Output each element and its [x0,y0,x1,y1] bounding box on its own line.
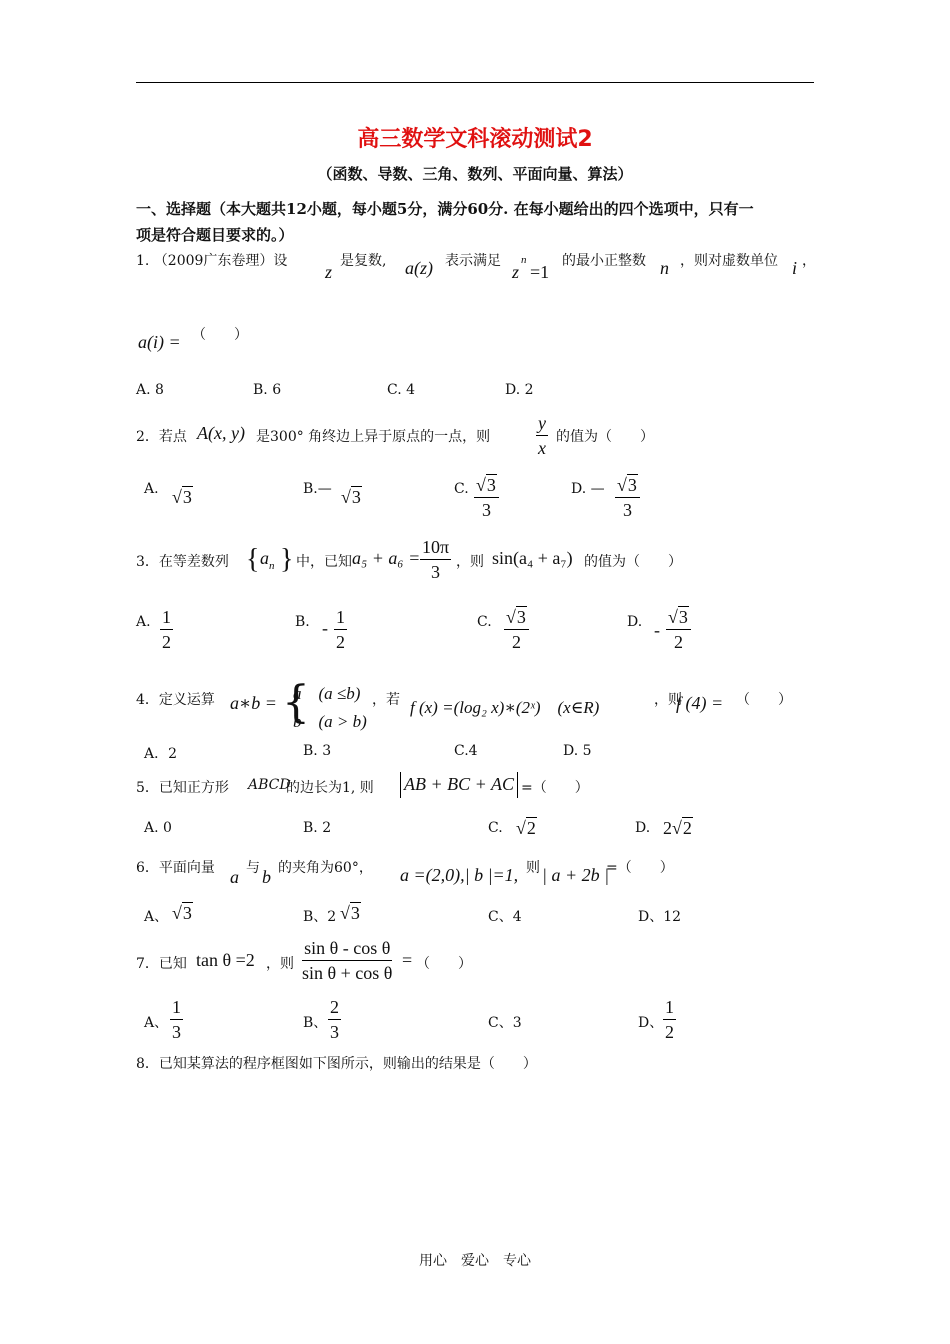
q1-option-d: D. 2 [505,382,534,398]
q2-frac-num: y [536,413,548,436]
q3-text-4: 的值为（ ） [584,554,682,570]
q5-d-sqrt: √2 [672,818,692,838]
q6-a-radicand: 3 [182,903,192,923]
q2-c-den: 3 [481,500,491,520]
q6-option-d: D、12 [638,909,682,925]
q6-expr2: | a + 2b | [542,865,610,885]
q6-option-a: A、 [144,909,169,925]
question-8: 8．已知某算法的程序框图如下图所示，则输出的结果是（ ） [136,1056,537,1072]
q1-text-2: 是复数, [340,253,387,269]
q5-option-d: D. [635,820,651,836]
q6-a-sqrt: √3 [172,903,192,923]
q4-answer-paren: （ ） [736,692,792,708]
q2-c-num: √3 [474,475,499,498]
q3-option-d-fraction [666,607,691,652]
q5-abcd: ABCD [248,777,291,793]
q3-b-den: 2 [336,632,345,652]
q5-c-sqrt: √2 [516,818,536,838]
q3-option-c-fraction [504,607,529,652]
q7-d-den: 2 [665,1022,674,1042]
q6-vec-a: a [230,867,239,887]
q2-text-2: 是300° 角终边上异于原点的一点，则 [256,429,491,445]
q3-b-num: 1 [334,607,347,630]
q3-fraction [420,537,451,582]
page-subtitle: （函数、导数、三角、数列、平面向量、算法） [317,165,633,183]
q5-abs-bar-left [400,772,401,798]
q4-case-2: b (a > b) [293,712,367,731]
q5-option-a: A. 0 [144,820,172,836]
q3-text-3: ，则 [456,554,484,570]
q4-text-3: ，则 [654,692,682,708]
q4-cases-brace: { [282,677,310,728]
q1-eq1: =1 [530,262,550,282]
q7-option-c: C、3 [488,1015,522,1031]
q2-option-a-sqrt: √3 [172,487,192,507]
q3-a-den: 2 [162,632,171,652]
q6-b-radicand: 3 [350,903,360,923]
page-footer: 用心 爱心 专心 [419,1253,531,1269]
q4-text-2: ，若 [372,692,400,708]
q1-i: i [792,258,798,278]
q1-az: a(z) [405,258,433,278]
q2-d-den: 3 [622,500,632,520]
q6-option-c: C、4 [488,909,522,925]
q7-option-a: A、 [144,1015,169,1031]
q7-text-1: 7．已知 [136,956,187,972]
q3-d-radicand: 3 [678,607,688,627]
q5-text-2: 的边长为1, 则 [286,780,374,796]
q5-option-c: C. [488,820,503,836]
q3-an-base: a [260,548,269,568]
q3-d-minus: - [654,620,660,640]
q5-abs-bar-right [517,772,518,798]
q4-text-1: 4．定义运算 [136,692,215,708]
q7-d-num: 1 [663,997,676,1020]
q3-text-1: 3．在等差数列 [136,554,229,570]
q3-expr2: sin(a₄ + a₇) [492,548,573,568]
q2-option-c-fraction [474,475,499,520]
q5-c-radicand: 2 [526,818,536,838]
q7-text-3: （ ） [416,956,472,972]
q2-option-b: B.— [303,481,332,497]
q4-f4: f (4) = [676,693,724,713]
q6-text-3: 的夹角为60°， [278,860,373,876]
q5-text-1: 5．已知正方形 [136,780,229,796]
q3-option-c: C. [477,614,492,630]
q7-text-2: ，则 [266,956,294,972]
q7-a-den: 3 [172,1022,181,1042]
q1-text-6: ， [802,253,816,269]
q7-b-num: 2 [328,997,341,1020]
q6-option-b: B、2 [303,909,337,925]
q1-text-1: 1. （2009广东卷理）设 [136,253,288,269]
q3-a-num: 1 [160,607,173,630]
q1-option-b: B. 6 [253,382,282,398]
q7-option-b: B、 [303,1015,328,1031]
q6-text-5: =（ ） [606,860,674,876]
q2-point: A(x, y) [197,423,245,443]
q3-option-a: A. [136,614,151,630]
q2-fraction [536,413,548,458]
q3-brace-left: { [246,544,260,575]
q1-ai: a(i) = [138,332,181,352]
q1-zn: z [512,262,520,282]
q2-b-radicand: 3 [351,487,361,507]
q4-option-c: C.4 [454,743,478,759]
q3-an [260,548,275,572]
q3-frac-num: 10π [420,537,451,560]
q4-option-d: D. 5 [563,743,592,759]
q2-a-radicand: 3 [182,487,192,507]
q3-option-a-fraction [160,607,173,652]
q3-d-num: √3 [666,607,691,630]
q4-option-b: B. 3 [303,743,332,759]
q7-eq: = [402,950,413,970]
section-heading-line2: 项是符合题目要求的。） [136,226,294,244]
top-rule [136,82,814,83]
q4-fx: f (x) =(log₂ x)∗(2ˣ) (x∈R) [410,698,600,717]
q2-option-a: A. [144,481,159,497]
q5-d-coef: 2 [663,818,672,838]
q4-option-a: A．2 [144,746,178,762]
q3-brace-right: } [280,544,294,575]
q1-option-a: A. 8 [136,382,164,398]
q1-z: z [325,262,333,282]
q4-op: a∗b = [230,693,277,713]
q6-b-sqrt: √3 [340,903,360,923]
q3-d-den: 2 [673,632,683,652]
q2-option-b-sqrt: √3 [341,487,361,507]
q6-expr: a =(2,0),| b |=1, [400,865,519,885]
q6-text-4: 则 [526,860,540,876]
q2-d-radicand: 3 [627,475,637,495]
q2-text-3: 的值为（ ） [556,429,654,445]
q3-c-den: 2 [511,632,521,652]
q2-text-1: 2．若点 [136,429,187,445]
q3-option-b: B. [295,614,310,630]
q1-n: n [660,258,669,278]
q2-option-d-fraction [615,475,640,520]
q7-option-b-fraction [328,997,341,1042]
q7-tan: tan θ =2 [196,950,255,970]
q6-text-1: 6．平面向量 [136,860,215,876]
q6-vec-b: b [262,867,271,887]
q1-n-sup: n [521,254,527,266]
q1-text-3: 表示满足 [445,253,501,269]
q7-b-den: 3 [330,1022,339,1042]
q7-frac-den: sin θ + cos θ [302,963,393,983]
q7-a-num: 1 [170,997,183,1020]
q1-answer-paren: （ ） [192,327,248,343]
q1-text-5: ，则对虚数单位 [680,253,778,269]
q5-option-b: B. 2 [303,820,332,836]
q2-option-c: C. [454,481,469,497]
q3-frac-den: 3 [431,562,441,582]
q3-an-sub: n [269,560,275,572]
q5-d-radicand: 2 [682,818,692,838]
q3-b-minus: - [322,618,328,638]
q3-expr: a₅ + a₆ = [352,548,421,568]
q3-text-2: 中，已知 [296,554,352,570]
q3-option-b-fraction [334,607,347,652]
q2-d-num: √3 [615,475,640,498]
q5-text-3: =（ ） [521,780,589,796]
page-title: 高三数学文科滚动测试2 [357,127,593,152]
q1-option-c: C. 4 [387,382,416,398]
q1-text-4: 的最小正整数 [562,253,646,269]
q7-option-d-fraction [663,997,676,1042]
q7-option-d: D、 [638,1015,664,1031]
q2-c-radicand: 3 [486,475,496,495]
q2-option-d: D. — [571,481,605,497]
q6-text-2: 与 [246,860,260,876]
q7-option-a-fraction [170,997,183,1042]
q3-option-d: D. [627,614,643,630]
q3-c-num: √3 [504,607,529,630]
q5-expr: AB + BC + AC [404,774,514,794]
q3-c-radicand: 3 [516,607,526,627]
q2-frac-den: x [538,438,546,458]
section-heading-line1: 一、选择题（本大题共12小题，每小题5分，满分60分. 在每小题给出的四个选项中，只有一 [136,200,754,218]
q7-fraction [302,938,392,983]
q7-frac-num: sin θ - cos θ [302,938,392,961]
q4-case-1: a (a ≤b) [293,684,361,703]
